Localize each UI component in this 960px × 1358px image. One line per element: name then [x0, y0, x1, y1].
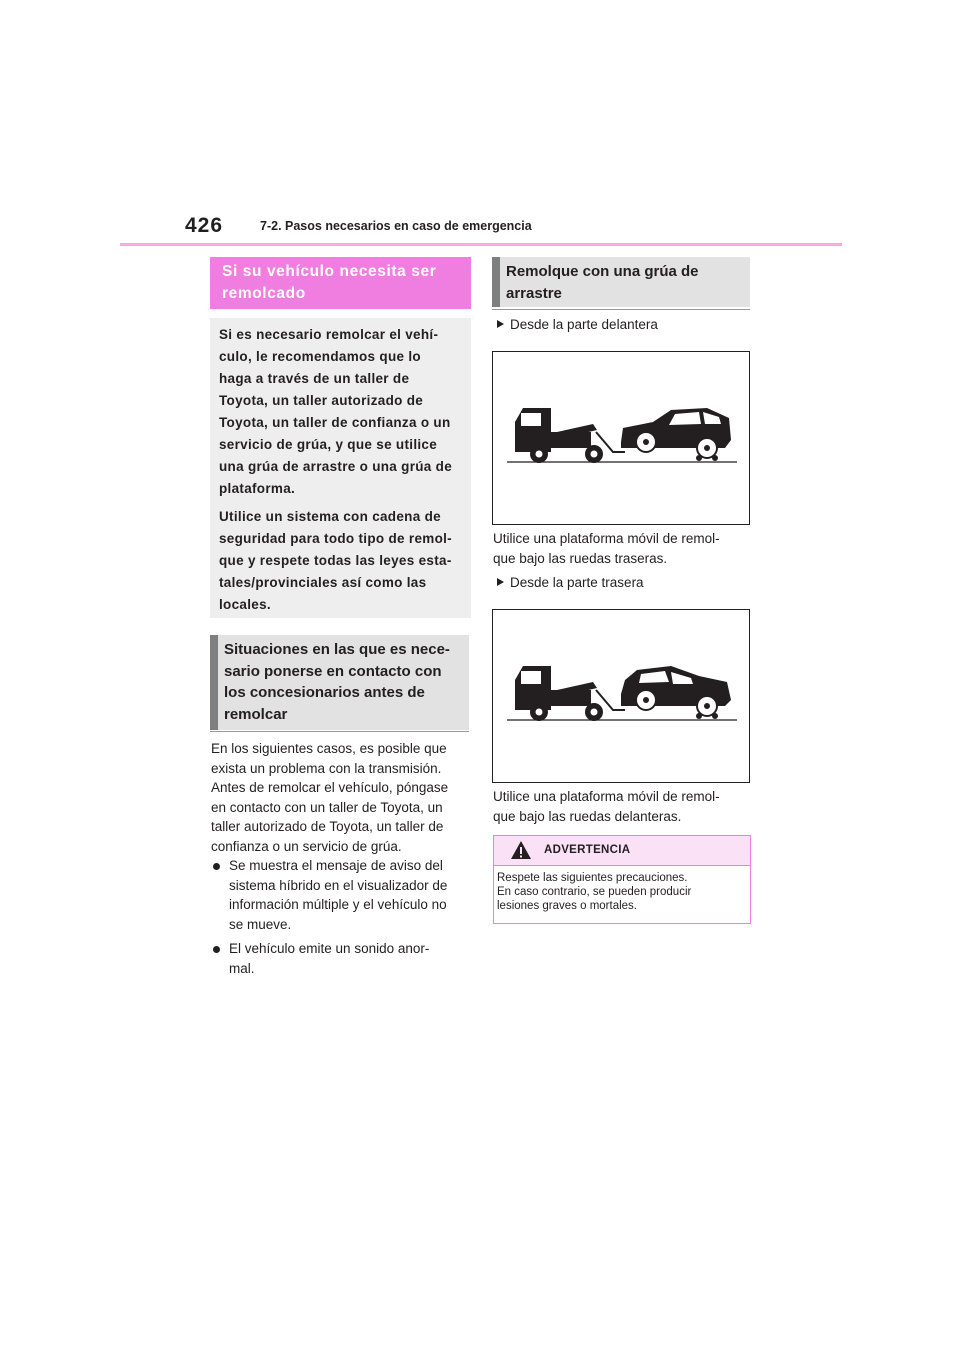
- warning-box: [493, 835, 751, 924]
- paragraph-line: taller autorizado de Toyota, un taller de: [211, 819, 444, 834]
- warning-line: En caso contrario, se pueden producir: [497, 886, 692, 898]
- intro2-line: locales.: [219, 597, 271, 612]
- caption-line: Utilice una plataforma móvil de remol-: [493, 789, 720, 804]
- caption-line: Utilice una plataforma móvil de remol-: [493, 531, 720, 546]
- bullet-dot-icon: [213, 946, 220, 953]
- towing-heading: Si su vehículo necesita ser remolcado: [222, 263, 437, 302]
- bullet-line: información múltiple y el vehículo no: [229, 897, 447, 912]
- warning-text: [497, 871, 745, 913]
- tow-truck-rear-icon: [493, 610, 749, 782]
- intro-line: haga a través de un taller de: [219, 371, 410, 386]
- front-label: Desde la parte delantera: [510, 317, 658, 332]
- tow-truck-heading: [506, 261, 699, 304]
- heading-underline: [210, 731, 469, 732]
- bullet-line: se mueve.: [229, 916, 292, 932]
- paragraph-line: En los siguientes casos, es posible que: [211, 741, 447, 756]
- warning-line: Respete las siguientes precauciones.: [497, 872, 688, 884]
- intro-line: Si es necesario remolcar el vehí-: [219, 327, 439, 342]
- section-title: 7-2. Pasos necesarios en caso de emergencia: [260, 219, 532, 233]
- situations-heading-box: [210, 635, 469, 730]
- tow-truck-heading-line: arrastre: [506, 284, 562, 302]
- paragraph-line: Antes de remolcar el vehículo, póngase: [211, 780, 449, 795]
- front-caption: [493, 529, 749, 568]
- rear-tow-illustration: [492, 609, 750, 783]
- header-divider: [120, 243, 842, 246]
- bullet-item-1: [229, 856, 474, 934]
- bullet-line: mal.: [229, 960, 255, 976]
- intro2-line: Utilice un sistema con cadena de: [219, 509, 441, 524]
- rear-caption: [493, 787, 749, 826]
- situations-heading: [224, 639, 450, 725]
- situations-heading-line: los concesionarios antes de: [224, 684, 425, 701]
- caption-line: que bajo las ruedas delanteras.: [493, 808, 682, 824]
- situations-paragraph: [211, 739, 471, 856]
- warning-title: ADVERTENCIA: [544, 844, 631, 856]
- situations-heading-line: sario ponerse en contacto con: [224, 662, 442, 680]
- paragraph-line: en contacto con un taller de Toyota, un: [211, 799, 443, 815]
- intro-box: [210, 318, 471, 618]
- bullet-dot-icon: [213, 863, 220, 870]
- arrow-right-icon: [497, 578, 504, 586]
- front-tow-illustration: [492, 351, 750, 525]
- intro-line: Toyota, un taller autorizado de: [219, 393, 424, 408]
- situations-heading-line: Situaciones en las que es nece-: [224, 641, 450, 658]
- towing-heading-box: [210, 257, 471, 309]
- warning-line: lesiones graves o mortales.: [497, 900, 637, 912]
- rear-label: Desde la parte trasera: [510, 575, 644, 590]
- bullet-line: El vehículo emite un sonido anor-: [229, 941, 430, 956]
- heading-underline: [492, 309, 750, 310]
- paragraph-line: confianza o un servicio de grúa.: [211, 838, 402, 854]
- caption-line: que bajo las ruedas traseras.: [493, 550, 668, 566]
- warning-triangle-icon: [510, 840, 532, 860]
- bullet-item-2: [229, 939, 474, 978]
- intro2-line: seguridad para todo tipo de remol-: [219, 531, 452, 546]
- intro-line: una grúa de arrastre o una grúa de: [219, 459, 453, 474]
- intro2-line: tales/provinciales así como las: [219, 575, 427, 590]
- intro-line: servicio de grúa, y que se utilice: [219, 437, 438, 452]
- paragraph-line: exista un problema con la transmisión.: [211, 760, 442, 776]
- intro-line: plataforma.: [219, 481, 296, 496]
- intro2-line: que y respete todas las leyes esta-: [219, 553, 452, 568]
- tow-truck-heading-line: Remolque con una grúa de: [506, 263, 699, 280]
- situations-heading-line: remolcar: [224, 705, 288, 723]
- intro-line: culo, le recomendamos que lo: [219, 349, 421, 364]
- warning-header: [494, 836, 750, 866]
- tow-truck-front-icon: [493, 352, 749, 524]
- arrow-right-icon: [497, 320, 504, 328]
- intro-line: Toyota, un taller de confianza o un: [219, 415, 451, 430]
- bullet-line: sistema híbrido en el visualizador de: [229, 877, 448, 893]
- tow-truck-heading-box: [492, 257, 750, 307]
- bullet-line: Se muestra el mensaje de aviso del: [229, 858, 443, 873]
- page-number: 426: [185, 214, 224, 237]
